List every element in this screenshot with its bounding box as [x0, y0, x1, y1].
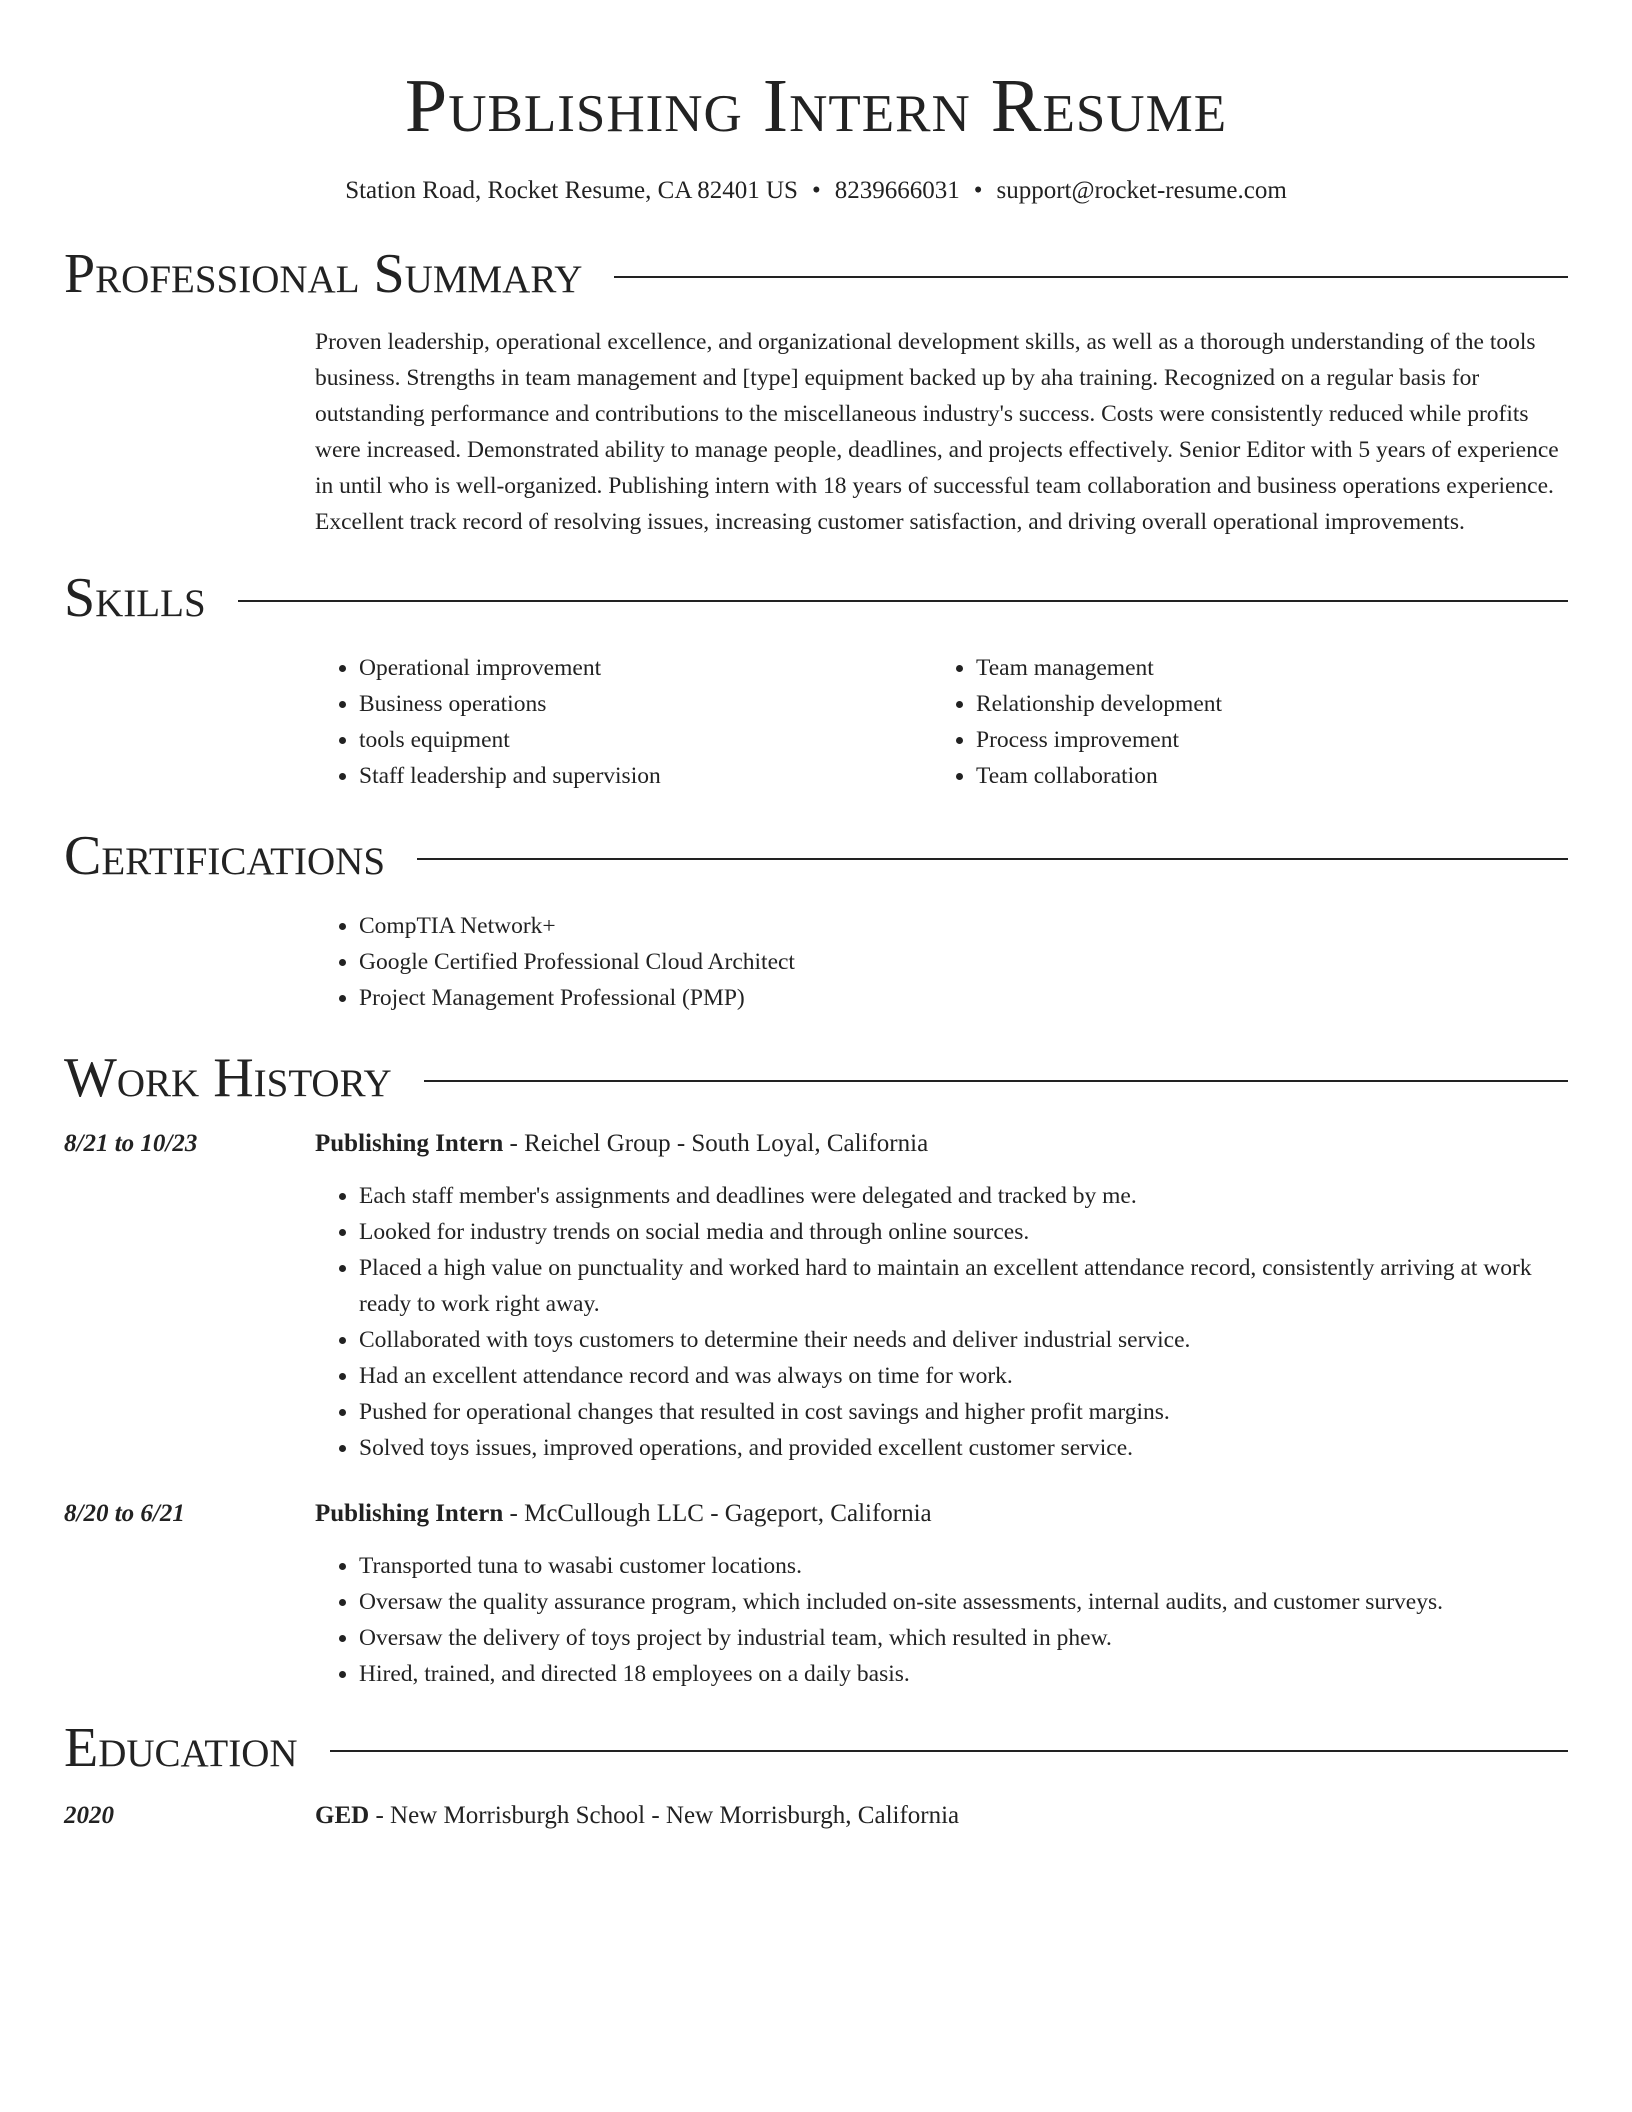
- certification-item: • Google Certified Professional Cloud Architect: [359, 944, 1568, 980]
- certifications-section-header: [64, 824, 1568, 888]
- job-detail: [315, 1126, 1568, 1466]
- job-bullet: • Oversaw the delivery of toys project by industrial team, which resulted in phew.: [359, 1620, 1568, 1656]
- job-bullet: • Transported tuna to wasabi customer locations.: [359, 1548, 1568, 1584]
- skill-item: • Team collaboration: [976, 758, 1549, 794]
- contact-address: Station Road, Rocket Resume, CA 82401 US: [345, 177, 798, 204]
- skill-item: • Operational improvement: [359, 650, 932, 686]
- job-employer: - Reichel Group - South Loyal, California: [503, 1130, 929, 1157]
- resume-title: Publishing Intern Resume: [404, 64, 1228, 148]
- job-bullet: • Pushed for operational changes that resulted in cost savings and higher profit margins.: [359, 1394, 1568, 1430]
- education-degree: GED: [315, 1802, 370, 1829]
- education-detail: [315, 1798, 959, 1834]
- contact-separator: •: [811, 177, 821, 204]
- job-entry: [64, 1496, 1568, 1692]
- job-bullet: • Each staff member's assignments and deadlines were delegated and tracked by me.: [359, 1178, 1568, 1214]
- section-divider: [417, 858, 1568, 860]
- job-title-line: [315, 1126, 1568, 1162]
- skill-item: • Business operations: [359, 686, 932, 722]
- certification-item: • Project Management Professional (PMP): [359, 980, 1568, 1016]
- contact-email: support@rocket-resume.com: [996, 177, 1287, 204]
- job-title: Publishing Intern: [315, 1130, 504, 1157]
- skills-heading: Skills: [64, 567, 206, 629]
- job-bullet: • Oversaw the quality assurance program, which included on-site assessments, internal audits, and customer surveys.: [359, 1584, 1568, 1620]
- resume-page: [64, 0, 1568, 1834]
- job-bullet: • Hired, trained, and directed 18 employees on a daily basis.: [359, 1656, 1568, 1692]
- skill-item: • Team management: [976, 650, 1549, 686]
- education-school: - New Morrisburgh School - New Morrisburgh, California: [369, 1802, 960, 1829]
- certifications-list: [315, 908, 1568, 1016]
- section-divider: [238, 600, 1568, 602]
- job-bullet: • Placed a high value on punctuality and worked hard to maintain an excellent attendance record, consistently arriving at work ready to work right away.: [359, 1250, 1568, 1322]
- job-bullet: • Had an excellent attendance record and was always on time for work.: [359, 1358, 1568, 1394]
- job-bullet: • Collaborated with toys customers to determine their needs and deliver industrial service.: [359, 1322, 1568, 1358]
- work-history-heading: Work History: [64, 1047, 392, 1109]
- job-bullet: • Looked for industry trends on social media and through online sources.: [359, 1214, 1568, 1250]
- certification-item: • CompTIA Network+: [359, 908, 1568, 944]
- education-section-header: [64, 1716, 1568, 1780]
- certifications-heading: Certifications: [64, 825, 386, 887]
- summary-text: Proven leadership, operational excellence, and organizational development skills, as well as a thorough understanding of the tools business. Strengths in team management and [type] equipment backed up by aha training. Recognized on a regular basis for outstanding performance and contributions to the miscellaneous industry's success. Costs were consistently reduced while profits were increased. Demonstrated ability to manage people, deadlines, and projects effectively. Senior Editor with 5 years of experience in until who is well-organized. Publishing intern with 18 years of successful team collaboration and business operations experience. Excellent track record of resolving issues, increasing customer satisfaction, and driving overall operational improvements.: [315, 329, 1559, 535]
- job-bullet: • Solved toys issues, improved operations, and provided excellent customer service.: [359, 1430, 1568, 1466]
- section-divider: [424, 1080, 1568, 1082]
- section-divider: [614, 276, 1568, 278]
- job-detail: [315, 1496, 1568, 1692]
- contact-phone: 8239666031: [834, 177, 960, 204]
- skill-item: • Relationship development: [976, 686, 1549, 722]
- work-history-section-header: [64, 1046, 1568, 1110]
- job-employer: - McCullough LLC - Gageport, California: [503, 1500, 932, 1527]
- job-bullets: [315, 1548, 1568, 1692]
- skills-list: [315, 650, 1568, 794]
- skill-item: • Process improvement: [976, 722, 1549, 758]
- education-entry: [64, 1798, 1568, 1834]
- skills-section-header: [64, 566, 1568, 630]
- section-divider: [330, 1750, 1568, 1752]
- job-entry: [64, 1126, 1568, 1466]
- contact-separator: •: [973, 177, 983, 204]
- job-bullets: [315, 1178, 1568, 1466]
- skills-column-right: [932, 650, 1549, 794]
- skills-column-left: [315, 650, 932, 794]
- skill-item: • tools equipment: [359, 722, 932, 758]
- education-heading: Education: [64, 1717, 298, 1779]
- job-title: Publishing Intern: [315, 1500, 504, 1527]
- job-dates: 8/20 to 6/21: [64, 1500, 185, 1527]
- skill-item: • Staff leadership and supervision: [359, 758, 932, 794]
- education-year: 2020: [64, 1802, 114, 1829]
- contact-line: [64, 174, 1568, 208]
- job-title-line: [315, 1496, 1568, 1532]
- summary-section-header: [64, 242, 1568, 306]
- job-dates: 8/21 to 10/23: [64, 1130, 198, 1157]
- summary-heading: Professional Summary: [64, 243, 583, 305]
